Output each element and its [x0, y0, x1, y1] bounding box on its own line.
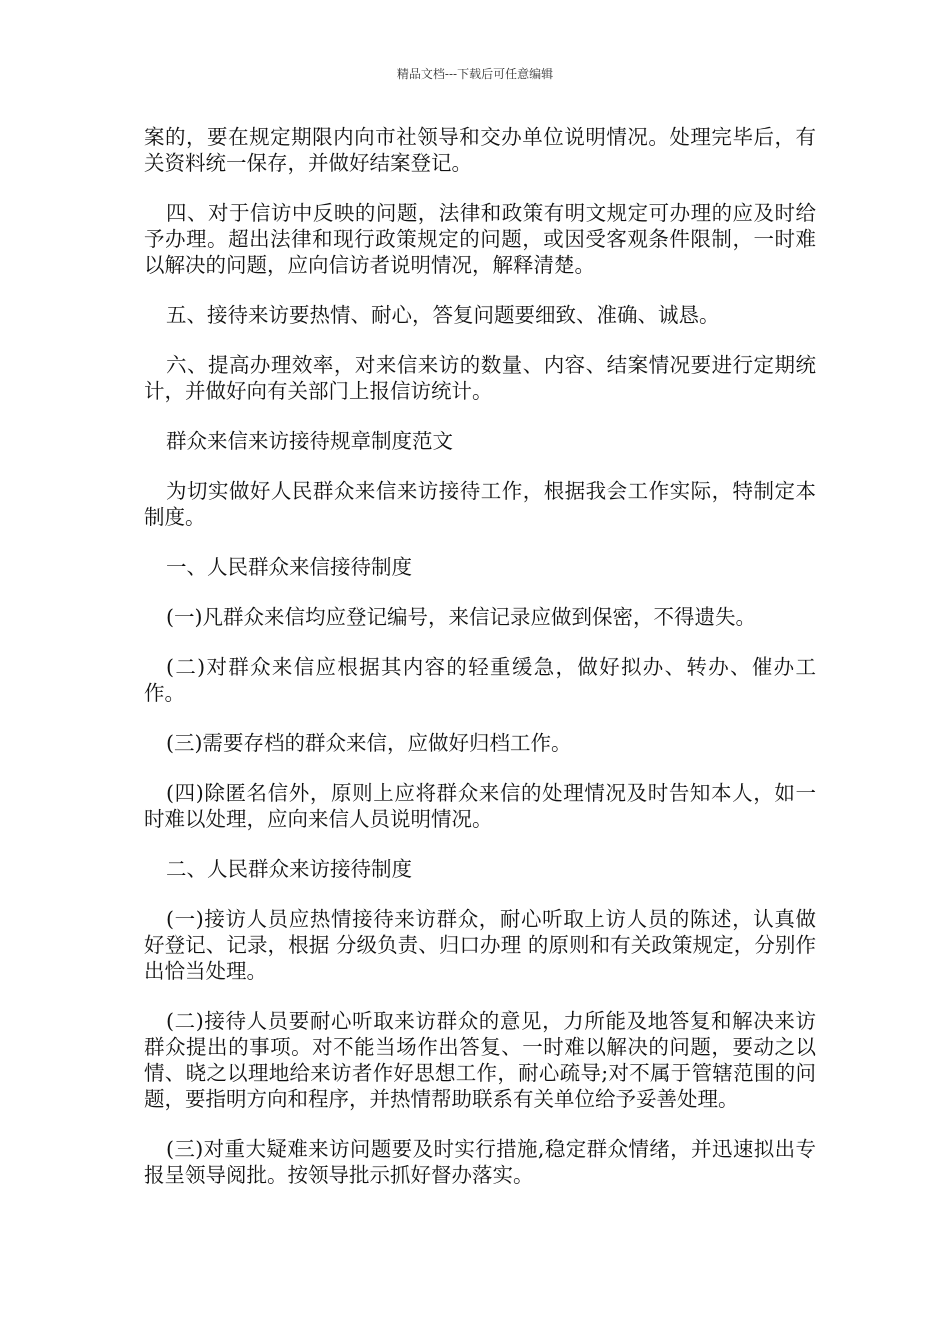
letters-item-3: (三)需要存档的群众来信，应做好归档工作。 — [166, 731, 572, 755]
visits-item-1: (一)接访人员应热情接待来访群众，耐心听取上访人员的陈述，认真做好登记、记录，根据 分级负责、归口办理 的原则和有关政策规定，分别作出恰当处理。 — [144, 907, 816, 983]
section-heading-letters: 一、人民群众来信接待制度 — [166, 555, 412, 579]
paragraph-continuation: 案的，要在规定期限内向市社领导和交办单位说明情况。处理完毕后，有关资料统一保存，并做好结案登记。 — [144, 125, 816, 175]
letters-item-1: (一)凡群众来信均应登记编号，来信记录应做到保密，不得遗失。 — [166, 605, 756, 629]
section-title: 群众来信来访接待规章制度范文 — [166, 429, 453, 453]
visits-item-2: (二)接待人员要耐心听取来访群众的意见，力所能及地答复和解决来访群众提出的事项。对不能当场作出答复、一时难以解决的问题，要动之以情、晓之以理地给来访者作好思想工作，耐心疏导;对不属于管辖范围的问题，要指明方向和程序，并热情帮助联系有关单位给予妥善处理。 — [144, 1009, 816, 1111]
paragraph-item-4: 四、对于信访中反映的问题，法律和政策有明文规定可办理的应及时给予办理。超出法律和现行政策规定的问题，或因受客观条件限制，一时难以解决的问题，应向信访者说明情况，解释清楚。 — [144, 201, 816, 277]
paragraph-item-5: 五、接待来访要热情、耐心，答复问题要细致、准确、诚恳。 — [166, 303, 720, 327]
visits-item-3: (三)对重大疑难来访问题要及时实行措施,稳定群众情绪，并迅速拟出专报呈领导阅批。按领导批示抓好督办落实。 — [144, 1137, 816, 1187]
letters-item-2: (二)对群众来信应根据其内容的轻重缓急，做好拟办、转办、催办工作。 — [144, 655, 816, 705]
letters-item-4: (四)除匿名信外，原则上应将群众来信的处理情况及时告知本人，如一时难以处理，应向来信人员说明情况。 — [144, 781, 816, 831]
paragraph-intro: 为切实做好人民群众来信来访接待工作，根据我会工作实际，特制定本制度。 — [144, 479, 816, 529]
document-body — [144, 124, 816, 1212]
section-heading-visits: 二、人民群众来访接待制度 — [166, 857, 412, 881]
page-header: 精品文档---下载后可任意编辑 — [396, 67, 554, 81]
paragraph-item-6: 六、提高办理效率，对来信来访的数量、内容、结案情况要进行定期统计，并做好向有关部门上报信访统计。 — [144, 353, 816, 403]
